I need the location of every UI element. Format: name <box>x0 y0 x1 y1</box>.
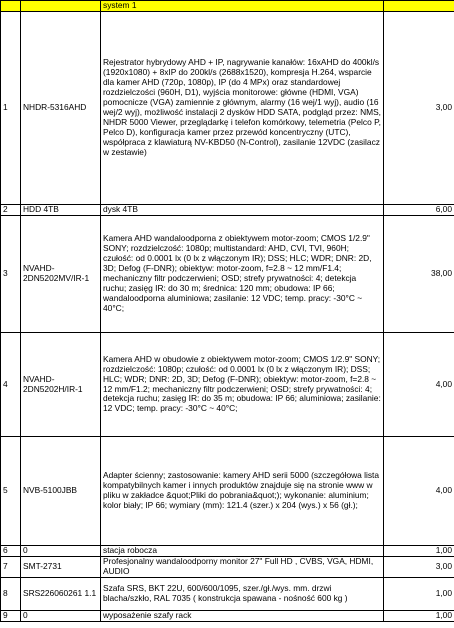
row-number: 5 <box>1 437 21 546</box>
product-description: stacja robocza <box>101 546 384 557</box>
product-description: dysk 4TB <box>101 205 384 216</box>
row-number: 6 <box>1 546 21 557</box>
product-model: NVB-5100JBB <box>21 437 101 546</box>
product-quantity: 4,00 <box>384 437 454 546</box>
product-description: Kamera AHD w obudowie z obiektywem motor-zoom; CMOS 1/2.9" SONY; rozdzielczość: 1080p; czułość: od 0.0001 lx (0 lx z włączonym IR); DSS; HLC; WDR; DNR: 2D, 3D; Defog (F-DNR); obiektyw: motor-zoom, f=2.8 ~ 12 mm/F1.2; mechaniczny filtr podczerwieni; OSD; strefy prywatności: 4; detekcja ruchu; zasięg IR: do 35 m; obudowa: IP 66; aluminiowa; zasilanie: 12 VDC; temp. pracy: -30°C ~ 40°C; <box>101 333 384 437</box>
section-header-row <box>1 1 454 12</box>
row-number: 2 <box>1 205 21 216</box>
section-no-cell <box>1 1 21 12</box>
product-quantity: 3,00 <box>384 557 454 578</box>
product-model: NVAHD-2DN5202H/IR-1 <box>21 333 101 437</box>
table-row <box>1 216 454 333</box>
product-model: NVAHD-2DN5202MV/IR-1 <box>21 216 101 333</box>
product-description: Szafa SRS, BKT 22U, 600/600/1095, szer./gł./wys. mm. drzwi blacha/szkło, RAL 7035 ( konstrukcja spawana - nośność 600 kg ) <box>101 577 384 610</box>
table-row <box>1 546 454 557</box>
product-description: Rejestrator hybrydowy AHD + IP, nagrywanie kanałów: 16xAHD do 400kl/s (1920x1080) + 8xIP do 200kl/s (2688x1520), kompresja H.264, wsparcie dla kamer AHD (720p, 1080p), IP (do 4 MPx) oraz standardowej rozdzielczości (960H, D1), wyjścia monitorowe: główne (HDMI, VGA) pomocnicze (VGA) zamiennie z głównym, alarmy (16 wej/1 wyj), audio (16 wej/2 wyj), możliwość instalacji 2 dysków HDD SATA, podgląd przez: NMS, NHDR 5000 Viewer, przeglądarkę i telefon komórkowy, telemetria (Pelco P, Pelco D), konfiguracja kamer przez przewód koncentryczny (UTC), współpraca z klawiaturą NV-KBD50 (N-Control), zasilanie 12VDC (zasilacz w zestawie) <box>101 12 384 205</box>
product-description: Adapter ścienny; zastosowanie: kamery AHD serii 5000 (szczegółowa lista kompatybilnych kamer i innych produktów znajduje się na stronie www w pliku w zakładce &quot;Pliki do pobrania&quot;); wykonanie: aluminium; kolor biały; IP 66; wymiary (mm): 121.4 (szer.) x 204 (wys.) x 56 (gł.); <box>101 437 384 546</box>
section-title: system 1 <box>101 1 384 12</box>
product-model: 0 <box>21 546 101 557</box>
product-quantity: 38,00 <box>384 216 454 333</box>
product-model: SRS226060261 1.1 <box>21 577 101 610</box>
table-row <box>1 577 454 610</box>
product-model: HDD 4TB <box>21 205 101 216</box>
product-quantity: 4,00 <box>384 333 454 437</box>
product-model: SMT-2731 <box>21 557 101 578</box>
table-row <box>1 12 454 205</box>
row-number: 4 <box>1 333 21 437</box>
row-number: 8 <box>1 577 21 610</box>
product-description: Kamera AHD wandaloodporna z obiektywem motor-zoom; CMOS 1/2.9" SONY; rozdzielczość: 1080p; multistandard: AHD, CVI, TVI, 960H; czułość: od 0.0001 lx (0 lx z włączonym IR); DSS; HLC; WDR; DNR: 2D, 3D; Defog (F-DNR); obiektyw: motor-zoom, f=2.8 ~ 12 mm/F1.4; mechaniczny filtr podczerwieni; OSD; strefy prywatności: 4; detekcja ruchu; zasięg IR: do 30 m; średnica: 120 mm; obudowa: IP 66; wandaloodporna aluminiowa; zasilanie: 12 VDC; temp. pracy: -30°C ~ 40°C; <box>101 216 384 333</box>
row-number: 9 <box>1 610 21 621</box>
row-number: 1 <box>1 12 21 205</box>
product-quantity: 1,00 <box>384 546 454 557</box>
product-model: 0 <box>21 610 101 621</box>
product-model: NHDR-5316AHD <box>21 12 101 205</box>
product-quantity: 3,00 <box>384 12 454 205</box>
table-row <box>1 205 454 216</box>
product-description: Profesjonalny wandaloodporny monitor 27" Full HD , CVBS, VGA, HDMI, AUDIO <box>101 557 384 578</box>
product-quantity: 1,00 <box>384 577 454 610</box>
table-row <box>1 610 454 621</box>
row-number: 7 <box>1 557 21 578</box>
product-quantity: 1,00 <box>384 610 454 621</box>
product-quantity: 6,00 <box>384 205 454 216</box>
table-row <box>1 437 454 546</box>
table-row <box>1 333 454 437</box>
section-qty-cell <box>384 1 454 12</box>
row-number: 3 <box>1 216 21 333</box>
section-model-cell <box>21 1 101 12</box>
product-description: wyposażenie szafy rack <box>101 610 384 621</box>
table-row <box>1 557 454 578</box>
